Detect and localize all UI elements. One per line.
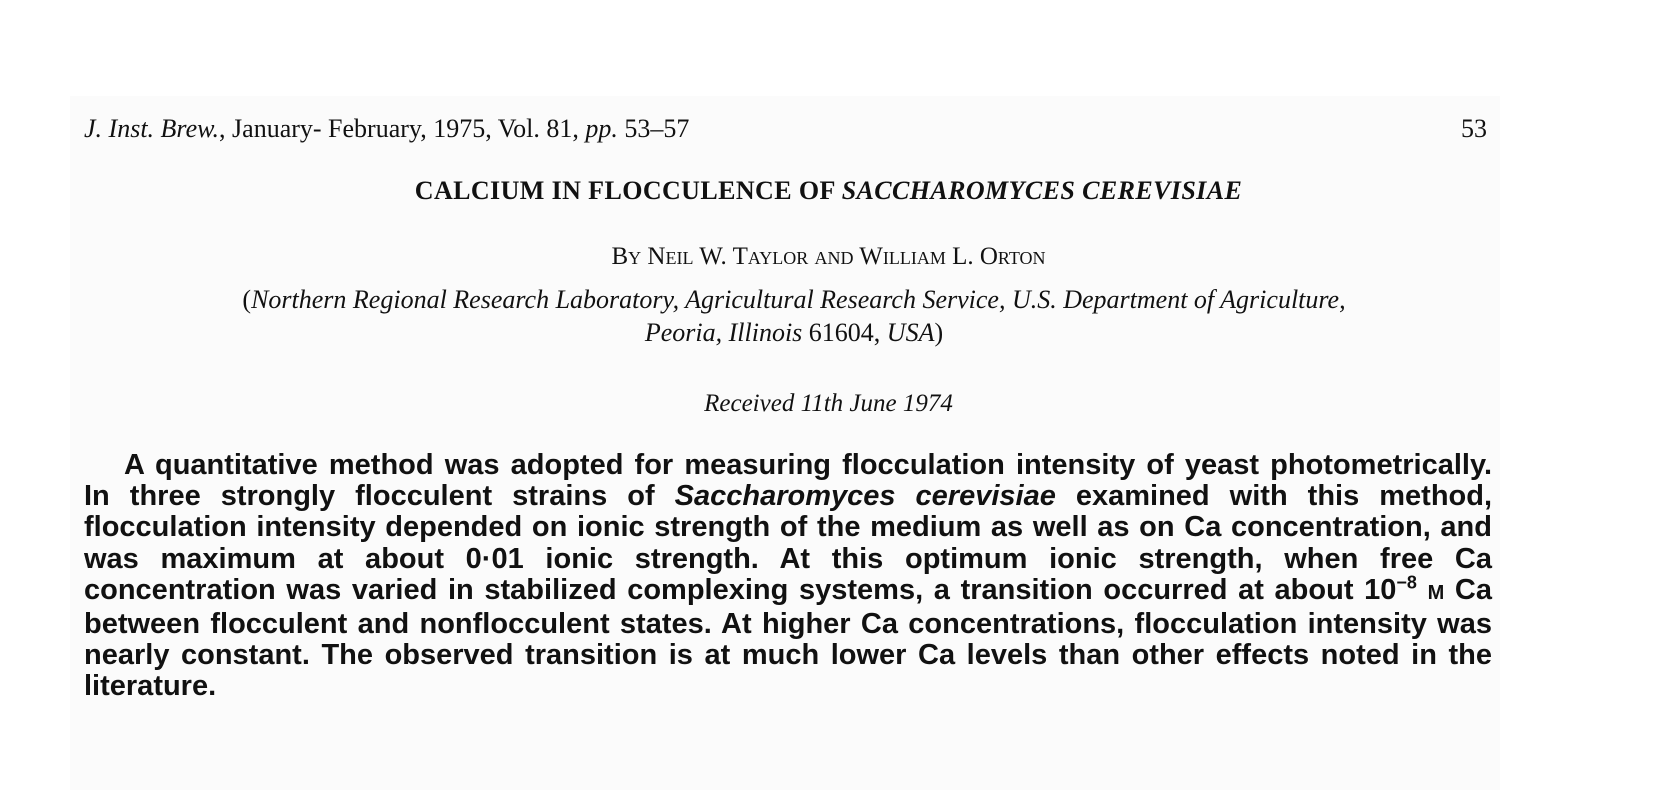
affiliation-zip: 61604,: [802, 318, 887, 347]
abstract-unit: M: [1427, 581, 1445, 604]
abstract-part-3: Ca between flocculent and nonflocculent states. At higher Ca concentrations, flocculation intensity was nearly constant. The observed transition is at much lower Ca levels than other effects noted in the literature.: [84, 573, 1492, 703]
abstract-part-2: examined with this method, flocculation intensity depended on ionic strength of the medium as well as on Ca concentration, and was maximum at about 0·01 ionic strength. At this optimum ionic strength, when free Ca concentration was varied in stabilized complexing systems, a transition occurred at about 10: [84, 480, 1493, 606]
affiliation-place: Peoria, Illinois: [644, 318, 803, 347]
affiliation-country: USA: [886, 318, 935, 347]
abstract-species: Saccharomyces cerevisiae: [674, 480, 1056, 513]
title-plain: CALCIUM IN FLOCCULENCE OF: [414, 176, 842, 205]
affiliation-close: ): [934, 318, 944, 347]
abstract-exponent: −8: [1396, 572, 1417, 593]
abstract-part-1: A quantitative method was adopted for measuring flocculation intensity of yeast photometrically. In three strongly flocculent strains of: [84, 449, 1492, 513]
paper-title: [0, 176, 1657, 206]
affiliation: [84, 283, 1504, 349]
abstract: [84, 450, 1492, 703]
affiliation-institution: Northern Regional Research Laboratory, Agricultural Research Service, U.S. Department of Agriculture,: [251, 285, 1346, 314]
affiliation-open: (: [242, 285, 252, 314]
received-date: Received 11th June 1974: [704, 390, 953, 417]
page-range: 53–57: [617, 114, 690, 143]
page-number: 53: [1461, 114, 1487, 143]
journal-name: J. Inst. Brew.: [84, 114, 220, 143]
journal-citation: [84, 114, 689, 144]
authors: By Neil W. Taylor and William L. Orton: [611, 243, 1046, 270]
pages-prefix: pp.: [585, 114, 618, 143]
title-species: SACCHAROMYCES CEREVISIAE: [841, 176, 1243, 205]
journal-issue: , January- February, 1975, Vol. 81,: [219, 114, 586, 143]
